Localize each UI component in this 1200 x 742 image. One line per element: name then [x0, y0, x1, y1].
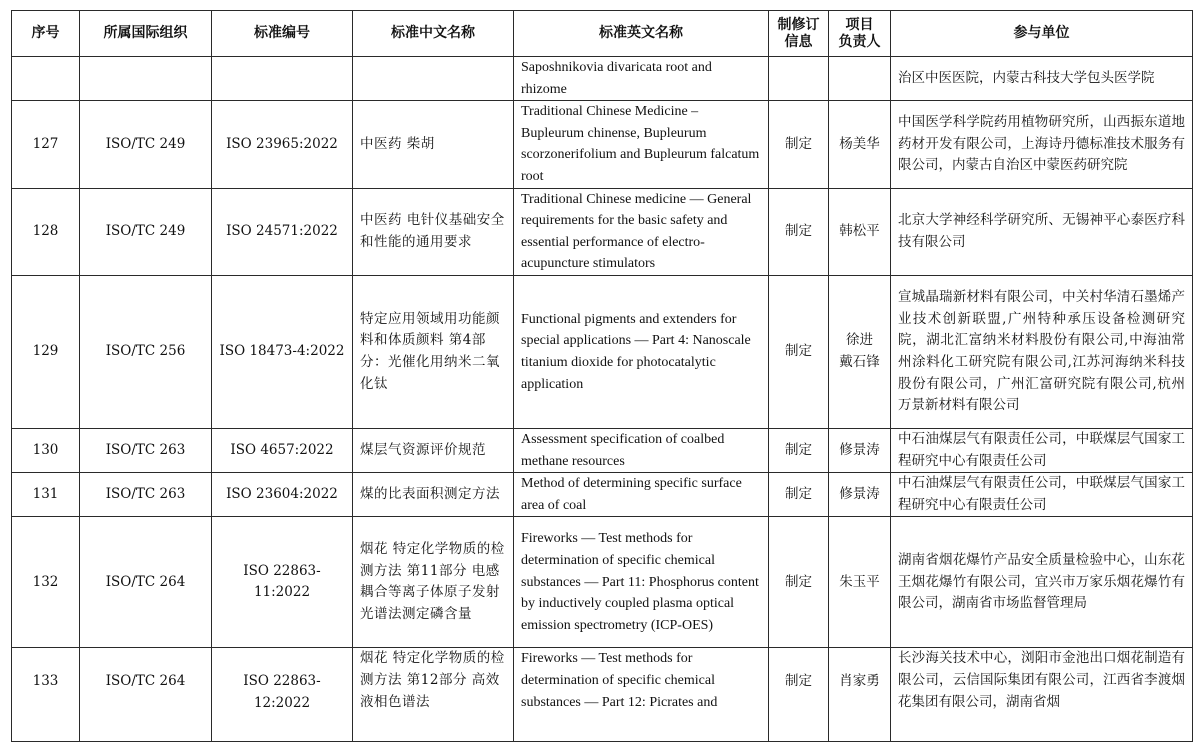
cell-no: 127 [12, 101, 80, 188]
header-revision: 制修订 信息 [769, 11, 829, 57]
cell-participants: 中国医学科学院药用植物研究所，山西振东道地药材开发有限公司，上海诗丹德标准技术服务有限公司，内蒙古自治区中蒙医药研究院 [891, 101, 1193, 188]
cell-org [80, 57, 212, 101]
cell-participants: 中石油煤层气有限责任公司，中联煤层气国家工程研究中心有限责任公司 [891, 428, 1193, 472]
cell-code: ISO 22863-12:2022 [212, 648, 353, 742]
cell-code: ISO 18473-4:2022 [212, 275, 353, 428]
cell-revision: 制定 [769, 473, 829, 517]
cell-participants: 宣城晶瑞新材料有限公司，中关村华清石墨烯产业技术创新联盟,广州特种承压设备检测研究院，湖北汇富纳米材料股份有限公司,中海油常州涂料化工研究院有限公司,江苏河海纳米科技股份有限公司，广州汇富研究院有限公司,杭州万景新材料有限公司 [891, 275, 1193, 428]
cell-no: 128 [12, 188, 80, 275]
cell-no: 131 [12, 473, 80, 517]
table-row [12, 517, 1193, 648]
cell-org: ISO/TC 264 [80, 517, 212, 648]
cell-cn-name: 烟花 特定化学物质的检测方法 第12部分 高效液相色谱法 [353, 648, 514, 742]
table-row [12, 57, 1193, 101]
cell-cn-name: 煤层气资源评价规范 [353, 428, 514, 472]
cell-no [12, 57, 80, 101]
standards-table [11, 10, 1193, 742]
cell-revision: 制定 [769, 101, 829, 188]
table-row [12, 473, 1193, 517]
cell-org: ISO/TC 256 [80, 275, 212, 428]
header-code: 标准编号 [212, 11, 353, 57]
cell-revision: 制定 [769, 648, 829, 742]
table-row [12, 188, 1193, 275]
header-lead: 项目 负责人 [829, 11, 891, 57]
table-row [12, 648, 1193, 742]
cell-participants: 治区中医医院，内蒙古科技大学包头医学院 [891, 57, 1193, 101]
cell-code: ISO 24571:2022 [212, 188, 353, 275]
header-cn-name: 标准中文名称 [353, 11, 514, 57]
cell-cn-name: 煤的比表面积测定方法 [353, 473, 514, 517]
cell-code [212, 57, 353, 101]
cell-lead: 修景涛 [829, 473, 891, 517]
cell-org: ISO/TC 249 [80, 188, 212, 275]
cell-no: 130 [12, 428, 80, 472]
cell-participants: 湖南省烟花爆竹产品安全质量检验中心，山东花王烟花爆竹有限公司，宜兴市万家乐烟花爆竹有限公司，湖南省市场监督管理局 [891, 517, 1193, 648]
cell-code: ISO 4657:2022 [212, 428, 353, 472]
cell-participants: 长沙海关技术中心，浏阳市金池出口烟花制造有限公司，云信国际集团有限公司，江西省李渡烟花集团有限公司，湖南省烟 [891, 648, 1193, 742]
cell-cn-name: 中医药 柴胡 [353, 101, 514, 188]
cell-revision: 制定 [769, 428, 829, 472]
cell-lead: 韩松平 [829, 188, 891, 275]
cell-lead: 修景涛 [829, 428, 891, 472]
cell-revision: 制定 [769, 188, 829, 275]
table-row [12, 428, 1193, 472]
header-en-name: 标准英文名称 [514, 11, 769, 57]
header-no: 序号 [12, 11, 80, 57]
cell-code: ISO 22863-11:2022 [212, 517, 353, 648]
cell-lead: 肖家勇 [829, 648, 891, 742]
cell-cn-name [353, 57, 514, 101]
cell-lead: 朱玉平 [829, 517, 891, 648]
cell-revision [769, 57, 829, 101]
cell-revision: 制定 [769, 517, 829, 648]
cell-en-name: Method of determining specific surface area of coal [514, 473, 769, 517]
cell-en-name: Saposhnikovia divaricata root and rhizome [514, 57, 769, 101]
cell-en-name: Fireworks — Test methods for determination of specific chemical substances — Part 11: Phosphorus content by inductively coupled plasma optical emission spectrometry (ICP-OES) [514, 517, 769, 648]
header-org: 所属国际组织 [80, 11, 212, 57]
cell-en-name: Traditional Chinese Medicine – Bupleurum chinense, Bupleurum scorzonerifolium and Bupleurum falcatum root [514, 101, 769, 188]
header-row [12, 11, 1193, 57]
table-row [12, 275, 1193, 428]
cell-en-name: Functional pigments and extenders for special applications — Part 4: Nanoscale titanium dioxide for photocatalytic application [514, 275, 769, 428]
cell-en-name: Assessment specification of coalbed methane resources [514, 428, 769, 472]
cell-lead: 杨美华 [829, 101, 891, 188]
cell-revision: 制定 [769, 275, 829, 428]
cell-cn-name: 烟花 特定化学物质的检测方法 第11部分 电感耦合等离子体原子发射光谱法测定磷含量 [353, 517, 514, 648]
cell-en-name: Traditional Chinese medicine — General requirements for the basic safety and essential performance of electro-acupuncture stimulators [514, 188, 769, 275]
cell-org: ISO/TC 264 [80, 648, 212, 742]
cell-org: ISO/TC 249 [80, 101, 212, 188]
cell-cn-name: 中医药 电针仪基础安全和性能的通用要求 [353, 188, 514, 275]
cell-cn-name: 特定应用领域用功能颜料和体质颜料 第4部分：光催化用纳米二氧化钛 [353, 275, 514, 428]
cell-code: ISO 23965:2022 [212, 101, 353, 188]
cell-no: 132 [12, 517, 80, 648]
cell-lead: 徐进 戴石锋 [829, 275, 891, 428]
table-row [12, 101, 1193, 188]
cell-en-name: Fireworks — Test methods for determination of specific chemical substances — Part 12: Picrates and [514, 648, 769, 742]
cell-lead [829, 57, 891, 101]
cell-participants: 北京大学神经科学研究所、无锡神平心泰医疗科技有限公司 [891, 188, 1193, 275]
cell-org: ISO/TC 263 [80, 428, 212, 472]
cell-org: ISO/TC 263 [80, 473, 212, 517]
header-participants: 参与单位 [891, 11, 1193, 57]
cell-participants: 中石油煤层气有限责任公司，中联煤层气国家工程研究中心有限责任公司 [891, 473, 1193, 517]
cell-no: 133 [12, 648, 80, 742]
cell-code: ISO 23604:2022 [212, 473, 353, 517]
cell-no: 129 [12, 275, 80, 428]
